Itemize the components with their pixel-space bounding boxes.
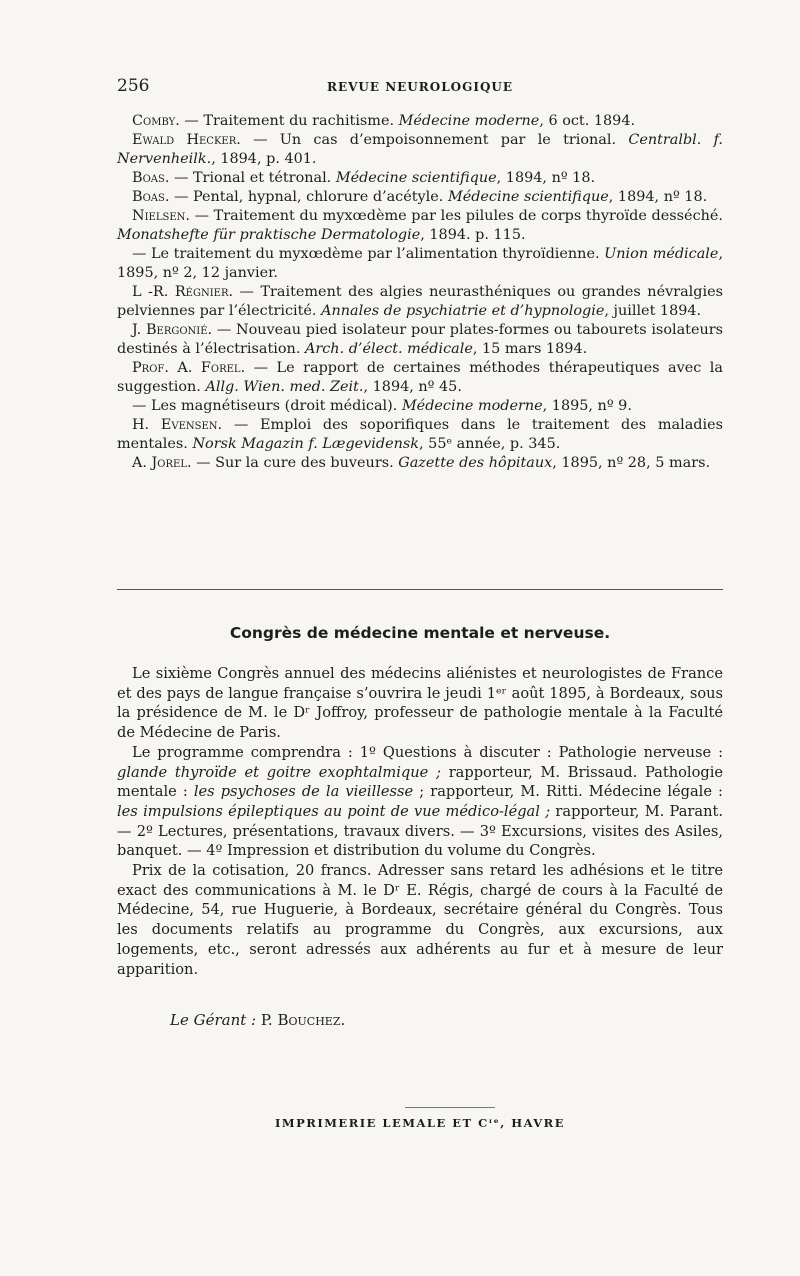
entry-author: Ewald Hecker.: [132, 132, 241, 148]
entry-text: — Nouveau pied isolateur pour plates-formes ou tabourets isolateurs destinés à l’électrisation.: [117, 322, 723, 357]
entry-source: Annales de psychiatrie et d’hypnologie: [321, 303, 605, 319]
paragraph-1: Le sixième Congrès annuel des médecins aliénistes et neurologistes de France et des pays de langue française s’ouvrira le jeudi 1ᵉʳ août 1895, à Bordeaux, sous la présidence de M. le Dʳ Joffroy, professeur de pathologie mentale à la Faculté de Médecine de Paris.: [117, 665, 723, 742]
section-title: Congrès de médecine mentale et nerveuse.: [229, 624, 611, 642]
page-number: 256: [117, 76, 150, 96]
entry-source: Médecine moderne: [398, 113, 540, 129]
entry-rest: , 15 mars 1894.: [472, 341, 588, 357]
bibliography-list: [117, 112, 723, 473]
entry-author: H. Evensen.: [132, 417, 223, 433]
entry-text: — Sur la cure des buveurs.: [191, 455, 399, 471]
imprint: IMPRIMERIE LEMALE ET Cᶦᵉ, HAVRE: [275, 1116, 565, 1130]
entry-text: — Le rapport de certaines méthodes thérapeutiques avec la suggestion.: [117, 360, 723, 395]
signature-label: Le Gérant :: [170, 1011, 257, 1029]
entry-source: Norsk Magazin f. Lægevidensk: [192, 436, 420, 452]
p2-italic-b: glande thyroïde et goitre exophtalmique ;: [117, 763, 441, 781]
p2-text-g: rapporteur, M. Parant. — 2º Lectures, présentations, travaux divers. — 3º Excursions, visites des Asiles, banquet. — 4º Impression et distribution du volume du Congrès.: [117, 802, 723, 860]
signature-name: P. Bouchez.: [260, 1011, 346, 1029]
entry-text: — Un cas d’empoisonnement par le trional.: [240, 132, 629, 148]
entry-rest: , 1894, p. 401.: [211, 151, 317, 167]
entry-author: Boas.: [132, 170, 170, 186]
running-head: REVUE NEUROLOGIQUE: [326, 80, 514, 94]
bibliography-entry: [117, 112, 723, 131]
entry-text: — Pental, hypnal, chlorure d’acétyle.: [169, 189, 448, 205]
bibliography-entry: [117, 131, 723, 169]
p2-text-a: Le programme comprendra : 1º Questions à discuter : Pathologie nerveuse :: [132, 743, 723, 761]
entry-rest: , 55ᵉ année, p. 345.: [419, 436, 561, 452]
entry-rest: , 1894. p. 115.: [420, 227, 526, 243]
bibliography-entry: [117, 416, 723, 454]
paragraph-3: Prix de la cotisation, 20 francs. Adresser sans retard les adhésions et le titre exact des communications à M. le Dʳ E. Régis, chargé de cours à la Faculté de Médecine, 54, rue Huguerie, à Bordeaux, secrétaire général du Congrès. Tous les documents relatifs au programme du Congrès, aux excursions, aux logements, etc., seront adressés aux adhérents au fur et à mesure de leur apparition.: [117, 862, 723, 978]
entry-rest: , 1894, nº 18.: [496, 170, 596, 186]
bibliography-entry: [117, 188, 723, 207]
entry-text: — Le traitement du myxœdème par l’alimentation thyroïdienne.: [132, 246, 605, 262]
entry-author: J. Bergonié.: [132, 322, 213, 338]
entry-author: Nielsen.: [132, 208, 190, 224]
entry-rest: , 6 oct. 1894.: [539, 113, 636, 129]
entry-text: — Traitement du rachitisme.: [179, 113, 399, 129]
entry-author: Prof. A. Forel.: [132, 360, 246, 376]
entry-text: — Traitement du myxœdème par les pilules de corps thyroïde desséché.: [189, 208, 723, 224]
entry-author: Comby.: [132, 113, 180, 129]
entry-author: A. Jorel.: [132, 455, 192, 471]
p2-italic-f: les impulsions épileptiques au point de vue médico-légal ;: [117, 802, 551, 820]
signature: [170, 1011, 345, 1029]
bibliography-entry: [117, 397, 723, 416]
imprint-divider: [405, 1107, 495, 1108]
entry-source: Médecine scientifique: [335, 170, 497, 186]
bibliography-entry: [117, 245, 723, 283]
bibliography-entry: [117, 454, 723, 473]
entry-text: — Emploi des soporifiques dans le traitement des maladies mentales.: [117, 417, 723, 452]
entry-text: — Trional et tétronal.: [169, 170, 336, 186]
entry-source: Allg. Wien. med. Zeit.: [205, 379, 364, 395]
entry-source: Médecine moderne: [401, 398, 543, 414]
entry-rest: , 1895, nº 28, 5 mars.: [552, 455, 711, 471]
p2-text-c: rapporteur, M. Brissaud. Pathologie mentale :: [117, 763, 723, 801]
p2-italic-d: les psychoses de la vieillesse: [193, 783, 414, 801]
entry-source: Union médicale: [604, 246, 719, 262]
bibliography-entry: [117, 359, 723, 397]
entry-source: Arch. d’élect. médicale: [304, 341, 473, 357]
bibliography-entry: [117, 321, 723, 359]
entry-rest: , 1895, nº 2, 12 janvier.: [117, 246, 724, 281]
section-divider: [117, 589, 723, 590]
p2-text-e: ; rapporteur, M. Ritti. Médecine légale :: [413, 783, 723, 801]
page-header: [117, 76, 723, 100]
entry-source: Monatshefte für praktische Dermatologie: [117, 227, 421, 243]
entry-author: L -R. Régnier.: [132, 284, 234, 300]
entry-author: Boas.: [132, 189, 170, 205]
bibliography-entry: [117, 283, 723, 321]
entry-rest: , 1895, nº 9.: [542, 398, 632, 414]
entry-rest: , 1894, nº 18.: [608, 189, 708, 205]
entry-source: Centralbl. f. Nervenheilk.: [117, 132, 724, 167]
paragraph-2: [117, 743, 723, 861]
entry-rest: , 1894, nº 45.: [363, 379, 462, 395]
bibliography-entry: [117, 169, 723, 188]
entry-source: Gazette des hôpitaux: [398, 455, 553, 471]
entry-source: Médecine scientifique: [447, 189, 609, 205]
entry-text: — Les magnétiseurs (droit médical).: [132, 398, 402, 414]
bibliography-entry: [117, 207, 723, 245]
entry-text: — Traitement des algies neurasthéniques ou grandes névralgies pelviennes par l’électricité.: [117, 284, 723, 319]
entry-rest: , juillet 1894.: [604, 303, 702, 319]
section-body: [117, 664, 723, 979]
